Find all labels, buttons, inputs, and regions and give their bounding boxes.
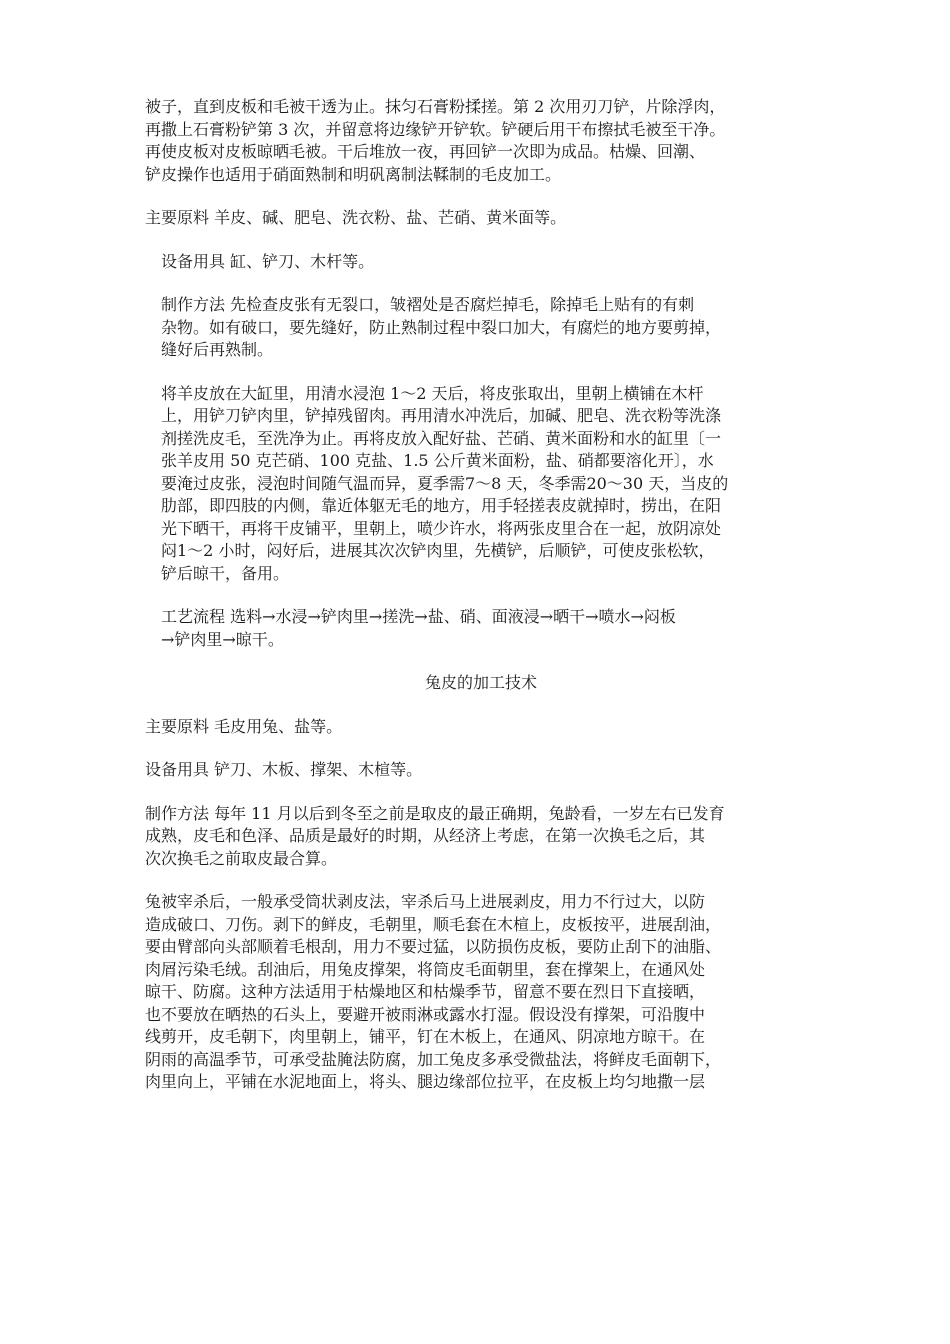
text-line: →铲肉里→晾干。 (161, 629, 284, 649)
text-line: 也不要放在晒热的石头上，要避开被雨淋或露水打湿。假设没有撑架，可沿腹中 (145, 1004, 706, 1024)
text-line: 肉屑污染毛绒。刮油后，用兔皮撑架，将筒皮毛面朝里，套在撑架上，在通风处 (145, 959, 706, 979)
paragraph-drying (145, 96, 817, 186)
text-line: 缝好后再熟制。 (161, 340, 274, 359)
paragraph-rabbit-method (145, 803, 817, 871)
text-line: 主要原料 羊皮、碱、肥皂、洗衣粉、盐、芒硝、黄米面等。 (145, 208, 567, 227)
text-line: 阴雨的高温季节，可承受盐腌法防腐，加工兔皮多承受微盐法，将鲜皮毛面朝下， (145, 1049, 722, 1069)
text-line: 闷1～2 小时，闷好后，进展其次次铲肉里，先横铲，后顺铲，可使皮张松软， (161, 541, 715, 560)
text-line: 次次换毛之前取皮最合算。 (145, 848, 338, 868)
text-line: 肉里向上，平铺在水泥地面上，将头、腿边缘部位拉平，在皮板上均匀地撒一层 (145, 1072, 706, 1091)
text-line: 线剪开，皮毛朝下，肉里朝上，铺平，钉在木板上，在通风、阴凉地方晾干。在 (145, 1027, 706, 1046)
paragraph-sheep-materials (145, 207, 817, 230)
paragraph-sheep-process-detail (145, 383, 817, 586)
text-line: 设备用具 缸、铲刀、木杆等。 (161, 251, 375, 271)
paragraph-rabbit-process-detail (145, 891, 817, 1094)
text-line: 要淹过皮张，浸泡时间随气温而异，夏季需7～8 天，冬季需20～30 天，当皮的 (161, 473, 729, 493)
text-line: 制作方法 先检查皮张有无裂口，皱褶处是否腐烂掉毛，除掉毛上贴有的有刺 (161, 295, 695, 314)
text-line: 张羊皮用 50 克芒硝、100 克盐、1.5 公斤黄米面粉，盐、硝都要溶化开〕，水 (161, 451, 714, 470)
section-title-text: 兔皮的加工技术 (424, 673, 537, 692)
text-line: 再撒上石膏粉铲第 3 次，并留意将边缘铲开铲软。铲硬后用干布擦拭毛被至干净。 (145, 119, 726, 139)
text-line: 被子，直到皮板和毛被干透为止。抹匀石膏粉揉搓。第 2 次用刃刀铲，片除浮肉， (145, 97, 726, 116)
text-line: 光下晒干，再将干皮铺平，里朝上，喷少许水，将两张皮里合在一起，放阴凉处 (161, 518, 722, 538)
text-line: 工艺流程 选料→水浸→铲肉里→搓洗→盐、硝、面液浸→晒干→喷水→闷板 (161, 607, 676, 626)
text-line: 设备用具 铲刀、木板、撑架、木楦等。 (145, 760, 423, 779)
text-line: 成熟，皮毛和色泽、品质是最好的时期，从经济上考虑，在第一次换毛之后，其 (145, 826, 706, 845)
text-line: 剂搓洗皮毛，至洗净为止。再将皮放入配好盐、芒硝、黄米面粉和水的缸里〔一 (161, 428, 722, 448)
text-line: 将羊皮放在大缸里，用清水浸泡 1～2 天后，将皮张取出，里朝上横铺在木杆 (161, 383, 704, 403)
text-line: 要由臂部向头部顺着毛根刮，用力不要过猛，以防损伤皮板，要防止刮下的油脂、 (145, 937, 722, 956)
paragraph-sheep-equipment (145, 251, 817, 274)
text-line: 主要原料 毛皮用兔、盐等。 (145, 716, 343, 736)
text-line: 上，用铲刀铲肉里，铲掉残留肉。再用清水冲洗后，加碱、肥皂、洗衣粉等洗涤 (161, 406, 722, 425)
paragraph-rabbit-equipment (145, 759, 817, 782)
text-line: 晾干、防腐。这种方法适用于枯燥地区和枯燥季节，留意不要在烈日下直接晒， (145, 982, 706, 1001)
text-line: 杂物。如有破口，要先缝好，防止熟制过程中裂口加大，有腐烂的地方要剪掉， (161, 317, 722, 337)
paragraph-sheep-workflow (145, 606, 817, 651)
text-line: 铲皮操作也适用于硝面熟制和明矾离制法鞣制的毛皮加工。 (145, 164, 562, 184)
section-title (145, 672, 817, 695)
paragraph-sheep-method (145, 294, 817, 362)
text-line: 造成破口、刀伤。剥下的鲜皮，毛朝里，顺毛套在木楦上，皮板按平，进展刮油， (145, 914, 722, 934)
document-page (145, 96, 817, 1115)
text-line: 再使皮板对皮板晾晒毛被。干后堆放一夜，再回铲一次即为成品。枯燥、回潮、 (145, 142, 706, 161)
text-line: 兔被宰杀后，一般承受筒状剥皮法，宰杀后马上进展剥皮，用力不行过大，以防 (145, 892, 706, 911)
text-line: 肋部，即四肢的内侧，靠近体躯无毛的地方，用手轻搓表皮就掉时，捞出，在阳 (161, 496, 722, 515)
text-line: 铲后晾干，备用。 (161, 563, 290, 583)
paragraph-rabbit-materials (145, 716, 817, 739)
text-line: 制作方法 每年 11 月以后到冬至之前是取皮的最正确期，兔龄看，一岁左右已发育 (145, 803, 725, 823)
